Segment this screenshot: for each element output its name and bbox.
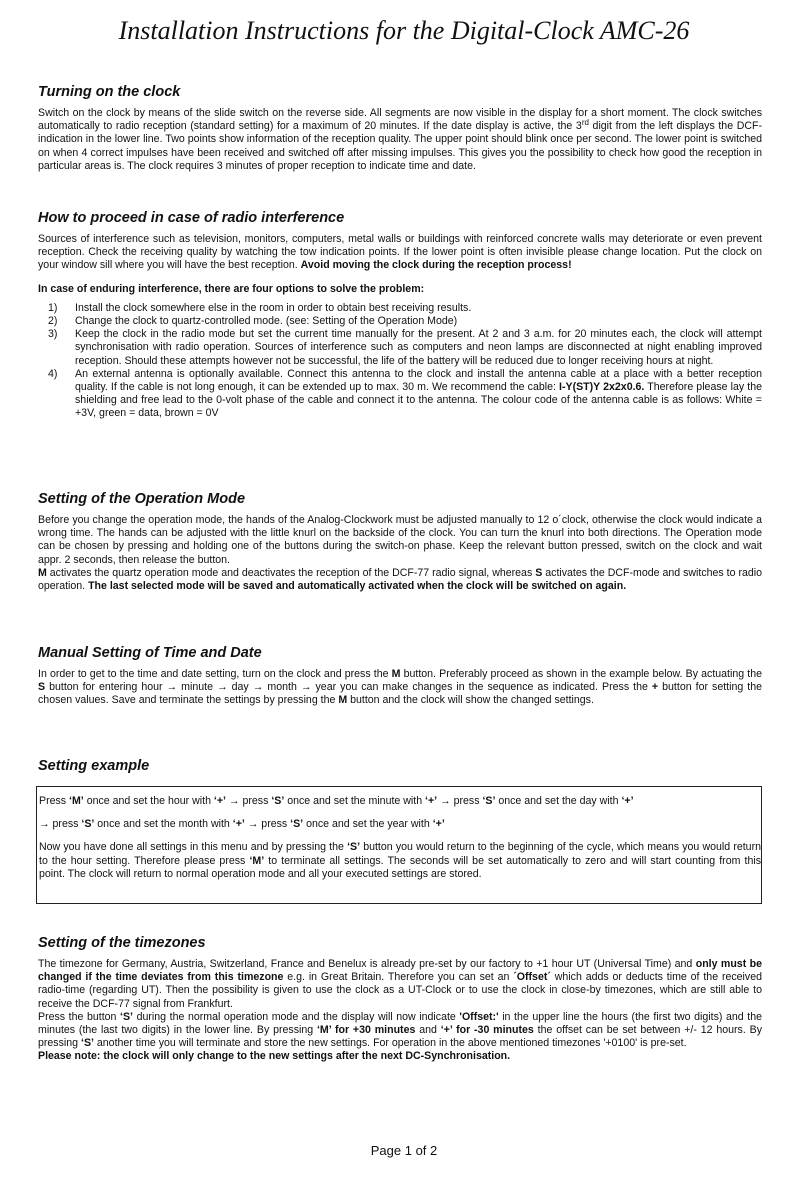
section-interference — [38, 209, 762, 421]
section-setting-example — [38, 757, 762, 781]
section-timezones — [38, 934, 762, 1064]
options-heading: In case of enduring interference, there are four options to solve the problem: — [38, 282, 425, 295]
section-manual-setting — [38, 644, 762, 708]
example-paragraph: Now you have done all settings in this menu and by pressing the ‘S’ button you would return to the beginning of the cycle, which means you would return to the hour setting. Therefore please press ‘M’ to terminate all settings. The seconds will be set automatically to zero and will start counting from this point. The clock will return to normal operation mode and all your executed settings are stored. — [39, 841, 761, 880]
section-heading: Setting example — [38, 758, 150, 774]
section-turning-on — [38, 83, 762, 173]
setting-example-box — [36, 786, 762, 904]
list-item: 4) An external antenna is optionally available. Connect this antenna to the clock and install the antenna cable at a place with a better reception quality. If the cable is not long enough, it can be extended up to max. 30 m. We recommend the cable: I-Y(ST)Y 2x2x0.6. Therefore please lay the shielding and free lead to the 0-volt phase of the cable and connect it to the antenna. The colour code of the antenna cable is as follows: White = +3V, green = data, brown = 0V — [48, 367, 762, 420]
page-title: Installation Instructions for the Digital-Clock AMC-26 — [118, 16, 690, 45]
example-line-2: → press ‘S’ once and set the month with ‘+’ → press ‘S’ once and set the year with ‘+’ — [39, 818, 445, 831]
section-paragraph: In order to get to the time and date setting, turn on the clock and press the M button. Preferably proceed as shown in the example below. By actuating the S button for entering hour → minute → day → month → year you can make changes in the sequence as indicated. Press the + button for setting the chosen values. Save and terminate the settings by pressing the M button and the clock will show the changed settings. — [38, 668, 763, 707]
list-item: 2) Change the clock to quartz-controlled mode. (see: Setting of the Operation Mode) — [48, 315, 458, 328]
section-paragraph: M activates the quartz operation mode and deactivates the reception of the DCF-77 radio signal, whereas S activates the DCF-mode and switches to radio operation. The last selected mode will be saved and automatically activated when the clock will be switched on again. — [38, 566, 763, 593]
section-heading: How to proceed in case of radio interference — [38, 210, 345, 226]
section-paragraph: Press the button ‘S’ during the normal operation mode and the display will now indicate 'Offset:' in the upper line the hours (the first two digits) and the minutes (the last two digits) in the lower line. By pressing ‘M’ for +30 minutes and ‘+’ for -30 minutes the offset can be set between +/- 12 hours. By pressing ‘S’ another time you will terminate and store the new settings. For operation in the above mentioned timezones '+0100' is pre-set. — [38, 1010, 762, 1050]
options-list — [38, 302, 762, 421]
section-heading: Setting of the timezones — [38, 935, 206, 951]
section-paragraph: Sources of interference such as television, monitors, computers, metal walls or buildings with reinforced concrete walls may deteriorate or even prevent reception. Check the receiving quality by watching the tow indication points. If the lower point is often invisible please change location. Put the clock on your window sill where you will have the best reception. Avoid moving the clock during the reception process! — [38, 233, 762, 272]
section-heading: Turning on the clock — [38, 84, 181, 100]
section-heading: Setting of the Operation Mode — [38, 491, 246, 507]
example-line-1: Press ‘M’ once and set the hour with ‘+’ → press ‘S’ once and set the minute with ‘+’ → press ‘S’ once and set the day with ‘+’ — [39, 795, 634, 807]
list-item: 1) Install the clock somewhere else in the room in order to obtain best receiving results. — [48, 301, 472, 314]
section-paragraph: Switch on the clock by means of the slide switch on the reverse side. All segments are now visible in the display for a short moment. The clock switches automatically to radio reception (standard setting) for a maximum of 20 minutes. If the date display is active, the 3rd digit from the left displays the DCF-indication in the lower line. Two points show information of the reception quality. The upper point should blink once per second. The lower point is switched on when 4 correct impulses have been received and switched off after missing impulses. This gives you the possibility to check how good the reception in particular areas is. The clock requires 3 minutes of proper reception to indicate time and date. — [38, 107, 762, 172]
section-heading: Manual Setting of Time and Date — [38, 645, 262, 661]
list-item: 3) Keep the clock in the radio mode but set the current time manually for the present. At 2 and 3 a.m. for 20 minutes each, the clock will attempt synchronisation with radio operation. Sources of interference such as computers and neon lamps are disconnected at night enabling improved reception. Should these attempts however not be successful, the life of the battery will be reduced due to longer receiving hours at night. — [48, 328, 762, 367]
note-paragraph: Please note: the clock will only change to the new settings after the next DC-Synchronisation. — [38, 1050, 511, 1063]
section-paragraph: The timezone for Germany, Austria, Switzerland, France and Benelux is already pre-set by our factory to +1 hour UT (Universal Time) and only must be changed if the time deviates from this timezone e.g. in Great Britain. Therefore you can set an ´Offset´ which adds or deducts time of the received radio-time (regarding UT). Then the possibility is given to use the clock as a UT-Clock or to use the clock in close-by timezones, which are still able to receive the DCF-77 signal from Frankfurt. — [38, 958, 762, 1010]
section-operation-mode — [38, 490, 762, 593]
page-number: Page 1 of 2 — [370, 1143, 438, 1158]
section-paragraph: Before you change the operation mode, the hands of the Analog-Clockwork must be adjusted manually to 12 o´clock, otherwise the clock would indicate a wrong time. The hands can be adjusted with the little knurl on the backside of the clock. You can turn the knurl into both directions. The Operation mode can be chosen by pressing and holding one of the buttons during the switch-on phase. Keep the relevant button pressed, switch on the clock and wait appr. 2 seconds, then release the button. — [38, 514, 762, 566]
